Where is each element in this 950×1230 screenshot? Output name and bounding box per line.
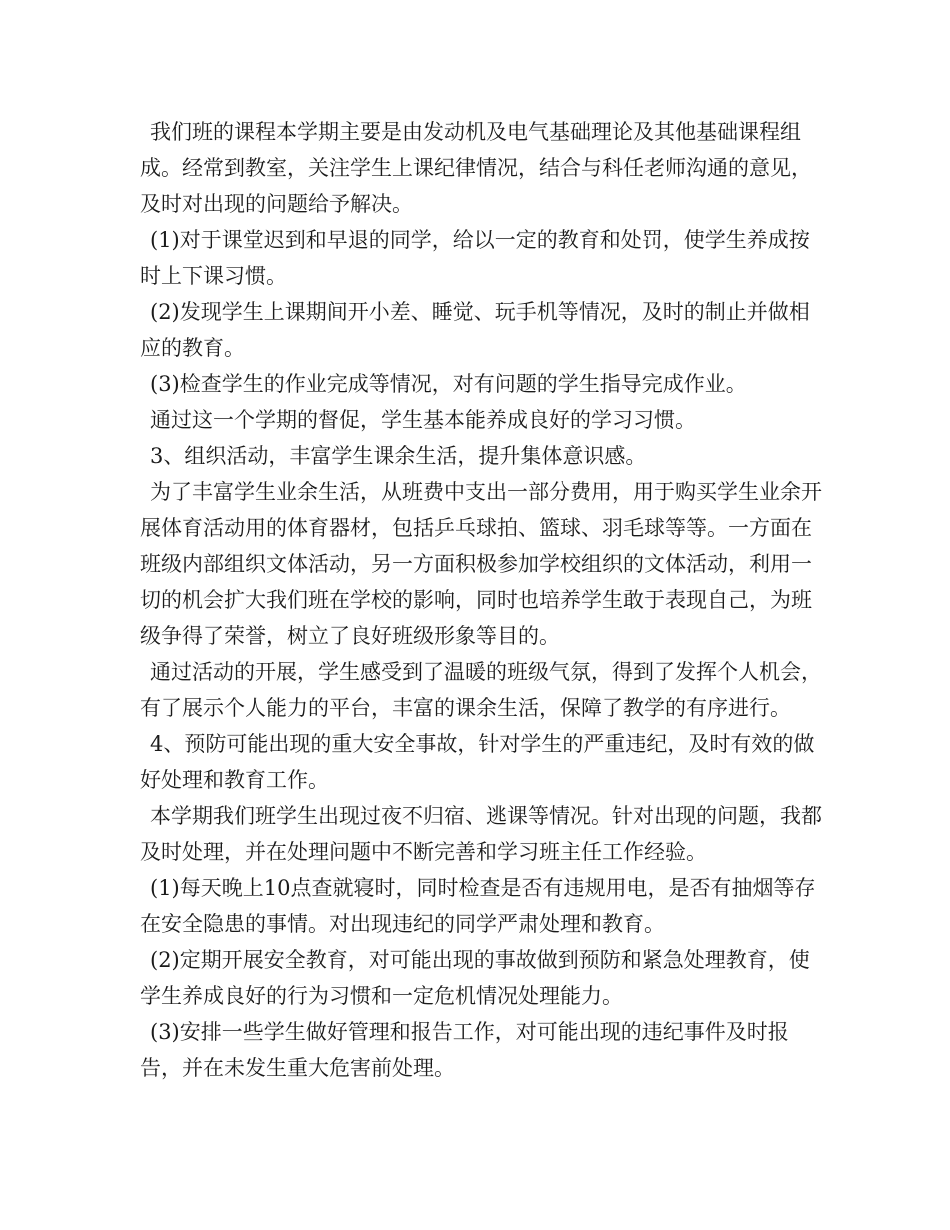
document-body <box>140 114 830 1086</box>
paragraph-safety-item-2: (2)定期开展安全教育，对可能出现的事故做到预防和紧急处理教育，使学生养成良好的行为习惯和一定危机情况处理能力。 <box>140 948 810 1008</box>
paragraph-course-intro: 我们班的课程本学期主要是由发动机及电气基础理论及其他基础课程组成。经常到教室，关注学生上课纪律情况，结合与科任老师沟通的意见，及时对出现的问题给予解决。 <box>140 120 812 216</box>
paragraph-activities-result: 通过活动的开展，学生感受到了温暖的班级气氛，得到了发挥个人机会，有了展示个人能力的平台，丰富的课余生活，保障了教学的有序进行。 <box>140 660 822 720</box>
paragraph-study-habits: 通过这一个学期的督促，学生基本能养成良好的学习习惯。 <box>150 408 696 432</box>
paragraph-item-1-tardiness: (1)对于课堂迟到和早退的同学，给以一定的教育和处罚，使学生养成按时上下课习惯。 <box>140 228 810 288</box>
section-heading-3-activities: 3、组织活动，丰富学生课余生活，提升集体意识感。 <box>150 444 647 468</box>
paragraph-activities-detail: 为了丰富学生业余生活，从班费中支出一部分费用，用于购买学生业余开展体育活动用的体育器材，包括乒乓球拍、篮球、羽毛球等等。一方面在班级内部组织文体活动，另一方面积极参加学校组织的文体活动，利用一切的机会扩大我们班在学校的影响，同时也培养学生敢于表现自己，为班级争得了荣誉，树立了良好班级形象等目的。 <box>140 480 822 648</box>
section-heading-4-safety: 4、预防可能出现的重大安全事故，针对学生的严重违纪，及时有效的做好处理和教育工作。 <box>140 732 815 792</box>
paragraph-safety-item-3: (3)安排一些学生做好管理和报告工作，对可能出现的违纪事件及时报告，并在未发生重大危害前处理。 <box>140 1020 789 1080</box>
paragraph-item-2-distraction: (2)发现学生上课期间开小差、睡觉、玩手机等情况，及时的制止并做相应的教育。 <box>140 300 810 360</box>
paragraph-item-3-homework: (3)检查学生的作业完成等情况，对有问题的学生指导完成作业。 <box>150 372 747 396</box>
paragraph-safety-issues: 本学期我们班学生出现过夜不归宿、逃课等情况。针对出现的问题，我都及时处理，并在处理问题中不断完善和学习班主任工作经验。 <box>140 804 822 864</box>
paragraph-safety-item-1: (1)每天晚上10点查就寝时，同时检查是否有违规用电，是否有抽烟等存在安全隐患的事情。对出现违纪的同学严肃处理和教育。 <box>140 876 816 936</box>
